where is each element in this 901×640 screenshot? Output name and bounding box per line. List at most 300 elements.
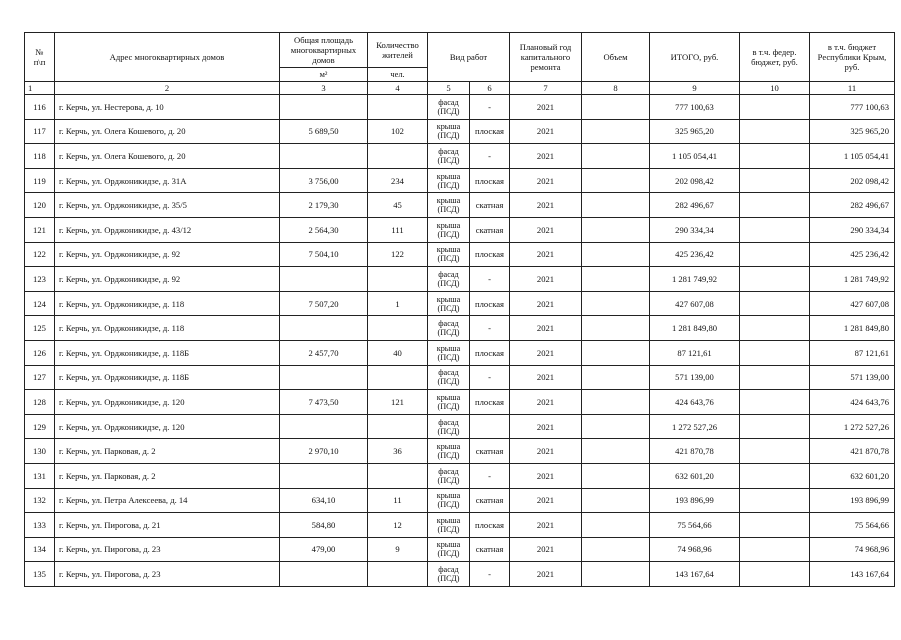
row-federal xyxy=(740,488,810,513)
row-work-element: крыша xyxy=(436,196,461,206)
row-volume xyxy=(582,463,650,488)
row-crimea: 193 896,99 xyxy=(810,488,895,513)
row-volume xyxy=(582,439,650,464)
row-volume xyxy=(582,390,650,415)
row-total: 74 968,96 xyxy=(650,537,740,562)
row-residents: 111 xyxy=(368,217,428,242)
row-planned-year: 2021 xyxy=(510,513,582,538)
row-crimea: 1 281 849,80 xyxy=(810,316,895,341)
row-work-element: фасад xyxy=(438,368,459,378)
row-federal xyxy=(740,193,810,218)
table-row xyxy=(25,537,895,562)
row-crimea: 282 496,67 xyxy=(810,193,895,218)
row-work-element: фасад xyxy=(438,417,459,427)
document-page xyxy=(24,32,894,587)
row-address: г. Керчь, ул. Парковая, д. 2 xyxy=(55,439,280,464)
table-row xyxy=(25,291,895,316)
row-number: 128 xyxy=(25,390,55,415)
row-work-doc: (ПСД) xyxy=(437,524,460,534)
row-total: 1 272 527,26 xyxy=(650,414,740,439)
row-volume xyxy=(582,513,650,538)
row-planned-year: 2021 xyxy=(510,316,582,341)
row-work-element: крыша xyxy=(436,392,461,402)
row-address: г. Керчь, ул. Орджоникидзе, д. 118 xyxy=(55,316,280,341)
row-residents: 121 xyxy=(368,390,428,415)
column-number: 6 xyxy=(470,82,510,95)
row-work-doc: (ПСД) xyxy=(437,106,460,116)
row-residents: 9 xyxy=(368,537,428,562)
row-area xyxy=(280,144,368,169)
row-volume xyxy=(582,119,650,144)
table-row xyxy=(25,144,895,169)
table-row xyxy=(25,168,895,193)
row-federal xyxy=(740,463,810,488)
header-volume: Объем xyxy=(582,33,650,82)
row-number: 118 xyxy=(25,144,55,169)
row-federal xyxy=(740,439,810,464)
row-crimea: 75 564,66 xyxy=(810,513,895,538)
row-residents: 11 xyxy=(368,488,428,513)
row-total: 632 601,20 xyxy=(650,463,740,488)
row-planned-year: 2021 xyxy=(510,414,582,439)
row-crimea: 325 965,20 xyxy=(810,119,895,144)
header-planned-year: Плановый год капитального ремонта xyxy=(510,33,582,82)
row-federal xyxy=(740,340,810,365)
row-federal xyxy=(740,414,810,439)
row-roof-type: - xyxy=(470,463,510,488)
row-planned-year: 2021 xyxy=(510,488,582,513)
row-address: г. Керчь, ул. Пирогова, д. 23 xyxy=(55,562,280,587)
row-total: 75 564,66 xyxy=(650,513,740,538)
row-address: г. Керчь, ул. Нестерова, д. 10 xyxy=(55,95,280,120)
header-area-unit: м² xyxy=(280,68,368,82)
column-number: 7 xyxy=(510,82,582,95)
row-roof-type: - xyxy=(470,365,510,390)
row-work-element: фасад xyxy=(438,146,459,156)
row-work-doc: (ПСД) xyxy=(437,155,460,165)
column-number: 5 xyxy=(428,82,470,95)
row-work-element: крыша xyxy=(436,491,461,501)
row-work-type xyxy=(428,488,470,513)
row-number: 126 xyxy=(25,340,55,365)
row-work-doc: (ПСД) xyxy=(437,352,460,362)
header-area: Общая площадь многоквартирных домов xyxy=(280,33,368,68)
row-crimea: 632 601,20 xyxy=(810,463,895,488)
row-planned-year: 2021 xyxy=(510,390,582,415)
row-number: 119 xyxy=(25,168,55,193)
row-work-doc: (ПСД) xyxy=(437,426,460,436)
row-area xyxy=(280,316,368,341)
header-no: № п\п xyxy=(25,33,55,82)
column-number: 9 xyxy=(650,82,740,95)
row-address: г. Керчь, ул. Олега Кошевого, д. 20 xyxy=(55,119,280,144)
row-volume xyxy=(582,316,650,341)
row-number: 132 xyxy=(25,488,55,513)
row-work-doc: (ПСД) xyxy=(437,278,460,288)
table-row xyxy=(25,316,895,341)
column-number: 11 xyxy=(810,82,895,95)
row-address: г. Керчь, ул. Орджоникидзе, д. 35/5 xyxy=(55,193,280,218)
row-work-doc: (ПСД) xyxy=(437,254,460,264)
table-row xyxy=(25,439,895,464)
row-area xyxy=(280,267,368,292)
row-work-doc: (ПСД) xyxy=(437,303,460,313)
row-total: 193 896,99 xyxy=(650,488,740,513)
row-address: г. Керчь, ул. Орджоникидзе, д. 120 xyxy=(55,390,280,415)
row-total: 571 139,00 xyxy=(650,365,740,390)
row-crimea: 421 870,78 xyxy=(810,439,895,464)
header-total: ИТОГО, руб. xyxy=(650,33,740,82)
row-crimea: 571 139,00 xyxy=(810,365,895,390)
header-crimea: в т.ч. бюджет Республики Крым, руб. xyxy=(810,33,895,82)
row-federal xyxy=(740,95,810,120)
row-work-element: фасад xyxy=(438,319,459,329)
row-area: 2 457,70 xyxy=(280,340,368,365)
row-total: 777 100,63 xyxy=(650,95,740,120)
table-row xyxy=(25,414,895,439)
row-crimea: 202 098,42 xyxy=(810,168,895,193)
row-total: 1 281 749,92 xyxy=(650,267,740,292)
row-roof-type: - xyxy=(470,267,510,292)
row-work-doc: (ПСД) xyxy=(437,205,460,215)
row-work-element: фасад xyxy=(438,269,459,279)
row-work-element: крыша xyxy=(436,515,461,525)
row-number: 133 xyxy=(25,513,55,538)
row-work-type xyxy=(428,513,470,538)
row-work-type xyxy=(428,242,470,267)
row-roof-type: скатная xyxy=(470,537,510,562)
row-work-type xyxy=(428,291,470,316)
row-total: 424 643,76 xyxy=(650,390,740,415)
column-number: 2 xyxy=(55,82,280,95)
row-residents xyxy=(368,144,428,169)
row-planned-year: 2021 xyxy=(510,365,582,390)
row-number: 134 xyxy=(25,537,55,562)
row-federal xyxy=(740,119,810,144)
row-crimea: 425 236,42 xyxy=(810,242,895,267)
row-roof-type: - xyxy=(470,144,510,169)
row-volume xyxy=(582,95,650,120)
row-roof-type: скатная xyxy=(470,488,510,513)
row-residents xyxy=(368,414,428,439)
row-crimea: 1 281 749,92 xyxy=(810,267,895,292)
row-area xyxy=(280,414,368,439)
row-residents: 102 xyxy=(368,119,428,144)
row-area: 2 970,10 xyxy=(280,439,368,464)
table-row xyxy=(25,242,895,267)
row-work-type xyxy=(428,193,470,218)
row-federal xyxy=(740,168,810,193)
row-federal xyxy=(740,365,810,390)
header-residents-unit: чел. xyxy=(368,68,428,82)
row-work-doc: (ПСД) xyxy=(437,475,460,485)
row-area: 634,10 xyxy=(280,488,368,513)
row-work-element: фасад xyxy=(438,466,459,476)
row-work-type xyxy=(428,414,470,439)
row-total: 143 167,64 xyxy=(650,562,740,587)
row-planned-year: 2021 xyxy=(510,193,582,218)
row-work-type xyxy=(428,217,470,242)
row-area xyxy=(280,463,368,488)
row-total: 425 236,42 xyxy=(650,242,740,267)
table-row xyxy=(25,340,895,365)
row-area: 584,80 xyxy=(280,513,368,538)
row-roof-type: - xyxy=(470,95,510,120)
row-crimea: 427 607,08 xyxy=(810,291,895,316)
row-work-type xyxy=(428,537,470,562)
row-residents: 1 xyxy=(368,291,428,316)
row-area: 5 689,50 xyxy=(280,119,368,144)
row-area xyxy=(280,562,368,587)
header-federal: в т.ч. федер. бюджет, руб. xyxy=(740,33,810,82)
row-area: 2 179,30 xyxy=(280,193,368,218)
row-residents: 45 xyxy=(368,193,428,218)
row-work-element: крыша xyxy=(436,294,461,304)
row-work-type xyxy=(428,463,470,488)
row-planned-year: 2021 xyxy=(510,439,582,464)
row-roof-type: скатная xyxy=(470,217,510,242)
row-crimea: 1 272 527,26 xyxy=(810,414,895,439)
column-number: 1 xyxy=(25,82,55,95)
row-federal xyxy=(740,513,810,538)
row-total: 290 334,34 xyxy=(650,217,740,242)
row-total: 325 965,20 xyxy=(650,119,740,144)
row-volume xyxy=(582,537,650,562)
row-volume xyxy=(582,168,650,193)
row-volume xyxy=(582,193,650,218)
table-row xyxy=(25,217,895,242)
row-work-type xyxy=(428,316,470,341)
row-residents xyxy=(368,267,428,292)
row-number: 131 xyxy=(25,463,55,488)
table-row xyxy=(25,267,895,292)
row-area: 479,00 xyxy=(280,537,368,562)
row-total: 202 098,42 xyxy=(650,168,740,193)
row-volume xyxy=(582,414,650,439)
row-area: 7 473,50 xyxy=(280,390,368,415)
row-work-doc: (ПСД) xyxy=(437,180,460,190)
row-federal xyxy=(740,217,810,242)
row-work-doc: (ПСД) xyxy=(437,451,460,461)
row-crimea: 290 334,34 xyxy=(810,217,895,242)
row-planned-year: 2021 xyxy=(510,119,582,144)
row-address: г. Керчь, ул. Парковая, д. 2 xyxy=(55,463,280,488)
row-work-element: крыша xyxy=(436,245,461,255)
column-number: 8 xyxy=(582,82,650,95)
row-federal xyxy=(740,390,810,415)
row-work-doc: (ПСД) xyxy=(437,328,460,338)
table-row xyxy=(25,488,895,513)
row-work-element: крыша xyxy=(436,220,461,230)
row-number: 121 xyxy=(25,217,55,242)
row-address: г. Керчь, ул. Орджоникидзе, д. 43/12 xyxy=(55,217,280,242)
row-crimea: 74 968,96 xyxy=(810,537,895,562)
row-work-type xyxy=(428,119,470,144)
row-roof-type: - xyxy=(470,562,510,587)
row-address: г. Керчь, ул. Пирогова, д. 23 xyxy=(55,537,280,562)
row-crimea: 777 100,63 xyxy=(810,95,895,120)
row-federal xyxy=(740,144,810,169)
table-row xyxy=(25,193,895,218)
row-volume xyxy=(582,365,650,390)
row-work-element: фасад xyxy=(438,565,459,575)
row-area xyxy=(280,365,368,390)
row-work-type xyxy=(428,439,470,464)
row-number: 120 xyxy=(25,193,55,218)
row-roof-type: скатная xyxy=(470,439,510,464)
row-work-element: крыша xyxy=(436,442,461,452)
row-residents: 234 xyxy=(368,168,428,193)
row-work-element: крыша xyxy=(436,343,461,353)
row-planned-year: 2021 xyxy=(510,340,582,365)
row-number: 123 xyxy=(25,267,55,292)
row-work-doc: (ПСД) xyxy=(437,500,460,510)
row-work-doc: (ПСД) xyxy=(437,377,460,387)
row-total: 427 607,08 xyxy=(650,291,740,316)
row-work-element: крыша xyxy=(436,540,461,550)
row-volume xyxy=(582,488,650,513)
row-work-type xyxy=(428,168,470,193)
row-roof-type: - xyxy=(470,316,510,341)
row-residents xyxy=(368,316,428,341)
row-residents xyxy=(368,365,428,390)
row-crimea: 1 105 054,41 xyxy=(810,144,895,169)
row-work-doc: (ПСД) xyxy=(437,549,460,559)
row-roof-type: плоская xyxy=(470,513,510,538)
row-work-type xyxy=(428,390,470,415)
row-planned-year: 2021 xyxy=(510,144,582,169)
row-address: г. Керчь, ул. Орджоникидзе, д. 92 xyxy=(55,267,280,292)
row-volume xyxy=(582,267,650,292)
row-planned-year: 2021 xyxy=(510,168,582,193)
row-work-type xyxy=(428,144,470,169)
row-roof-type: плоская xyxy=(470,390,510,415)
header-address: Адрес многоквартирных домов xyxy=(55,33,280,82)
row-federal xyxy=(740,316,810,341)
row-address: г. Керчь, ул. Орджоникидзе, д. 92 xyxy=(55,242,280,267)
row-planned-year: 2021 xyxy=(510,242,582,267)
row-address: г. Керчь, ул. Петра Алексеева, д. 14 xyxy=(55,488,280,513)
row-number: 135 xyxy=(25,562,55,587)
column-number: 10 xyxy=(740,82,810,95)
column-number: 3 xyxy=(280,82,368,95)
row-volume xyxy=(582,340,650,365)
row-planned-year: 2021 xyxy=(510,562,582,587)
row-area: 2 564,30 xyxy=(280,217,368,242)
row-federal xyxy=(740,267,810,292)
row-roof-type xyxy=(470,414,510,439)
row-planned-year: 2021 xyxy=(510,267,582,292)
row-planned-year: 2021 xyxy=(510,95,582,120)
row-roof-type: скатная xyxy=(470,193,510,218)
row-total: 87 121,61 xyxy=(650,340,740,365)
row-residents: 36 xyxy=(368,439,428,464)
row-work-doc: (ПСД) xyxy=(437,131,460,141)
row-residents xyxy=(368,463,428,488)
row-volume xyxy=(582,144,650,169)
row-work-element: крыша xyxy=(436,122,461,132)
row-number: 125 xyxy=(25,316,55,341)
repair-program-table xyxy=(24,32,895,587)
row-roof-type: плоская xyxy=(470,340,510,365)
row-number: 116 xyxy=(25,95,55,120)
row-work-type xyxy=(428,95,470,120)
row-area xyxy=(280,95,368,120)
table-row xyxy=(25,119,895,144)
column-numbers-row xyxy=(25,82,895,95)
row-work-type xyxy=(428,340,470,365)
row-federal xyxy=(740,291,810,316)
row-residents xyxy=(368,562,428,587)
row-number: 122 xyxy=(25,242,55,267)
row-address: г. Керчь, ул. Орджоникидзе, д. 118Б xyxy=(55,340,280,365)
table-body xyxy=(25,95,895,587)
table-row xyxy=(25,95,895,120)
row-address: г. Керчь, ул. Орджоникидзе, д. 118 xyxy=(55,291,280,316)
row-area: 7 504,10 xyxy=(280,242,368,267)
row-address: г. Керчь, ул. Орджоникидзе, д. 120 xyxy=(55,414,280,439)
row-roof-type: плоская xyxy=(470,242,510,267)
row-volume xyxy=(582,562,650,587)
row-work-element: фасад xyxy=(438,97,459,107)
row-federal xyxy=(740,242,810,267)
row-roof-type: плоская xyxy=(470,168,510,193)
row-volume xyxy=(582,291,650,316)
row-work-element: крыша xyxy=(436,171,461,181)
row-total: 1 105 054,41 xyxy=(650,144,740,169)
table-row xyxy=(25,562,895,587)
row-work-doc: (ПСД) xyxy=(437,229,460,239)
row-total: 282 496,67 xyxy=(650,193,740,218)
row-crimea: 87 121,61 xyxy=(810,340,895,365)
column-number: 4 xyxy=(368,82,428,95)
row-work-doc: (ПСД) xyxy=(437,401,460,411)
row-crimea: 143 167,64 xyxy=(810,562,895,587)
row-crimea: 424 643,76 xyxy=(810,390,895,415)
row-address: г. Керчь, ул. Пирогова, д. 21 xyxy=(55,513,280,538)
row-work-doc: (ПСД) xyxy=(437,574,460,584)
row-planned-year: 2021 xyxy=(510,217,582,242)
row-number: 117 xyxy=(25,119,55,144)
table-row xyxy=(25,365,895,390)
row-address: г. Керчь, ул. Орджоникидзе, д. 31А xyxy=(55,168,280,193)
row-number: 127 xyxy=(25,365,55,390)
row-address: г. Керчь, ул. Олега Кошевого, д. 20 xyxy=(55,144,280,169)
row-number: 129 xyxy=(25,414,55,439)
row-planned-year: 2021 xyxy=(510,463,582,488)
row-work-type xyxy=(428,267,470,292)
table-row xyxy=(25,513,895,538)
header-residents: Количество жителей xyxy=(368,33,428,68)
row-address: г. Керчь, ул. Орджоникидзе, д. 118Б xyxy=(55,365,280,390)
row-roof-type: плоская xyxy=(470,119,510,144)
row-residents: 12 xyxy=(368,513,428,538)
header-work-type: Вид работ xyxy=(428,33,510,82)
row-residents: 40 xyxy=(368,340,428,365)
row-residents: 122 xyxy=(368,242,428,267)
row-work-type xyxy=(428,562,470,587)
row-planned-year: 2021 xyxy=(510,537,582,562)
row-roof-type: плоская xyxy=(470,291,510,316)
row-work-type xyxy=(428,365,470,390)
row-planned-year: 2021 xyxy=(510,291,582,316)
row-federal xyxy=(740,537,810,562)
row-total: 1 281 849,80 xyxy=(650,316,740,341)
row-volume xyxy=(582,242,650,267)
row-area: 3 756,00 xyxy=(280,168,368,193)
row-number: 124 xyxy=(25,291,55,316)
row-area: 7 507,20 xyxy=(280,291,368,316)
